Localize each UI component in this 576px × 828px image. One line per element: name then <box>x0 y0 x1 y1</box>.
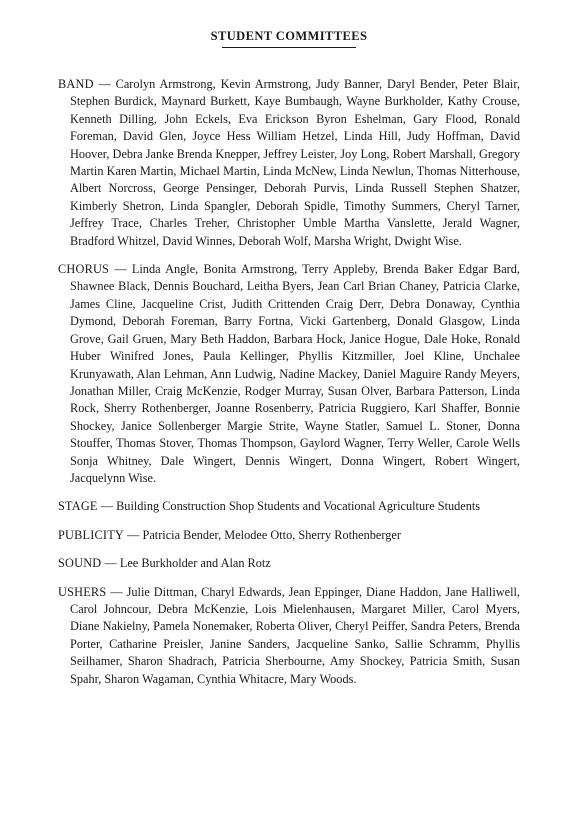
committee-ushers <box>58 584 520 688</box>
committee-dash: — <box>101 556 120 571</box>
committee-name: CHORUS <box>58 262 110 277</box>
committee-chorus <box>58 261 520 487</box>
committee-sound <box>58 555 520 572</box>
committee-members: Julie Dittman, Charyl Edwards, Jean Eppinger, Diane Haddon, Jane Halliwell, Carol Johncour, Debra McKenzie, Lois Mielenhausen, Margaret Miller, Carol Myers, Diane Nakielny, Pamela Nonemaker, Roberta Oliver, Cheryl Peiffer, Sandra Peters, Brenda Porter, Catharine Preisler, Janine Sanders, Jacqueline Sanko, Sallie Schramm, Phyllis Seilhamer, Sharon Shadrach, Patricia Sherbourne, Amy Shockey, Patricia Smith, Susan Spahr, Sharon Wagaman, Cynthia Whitacre, Mary Woods. <box>70 584 520 686</box>
committee-members: Lee Burkholder and Alan Rotz <box>119 556 271 571</box>
committee-name: USHERS <box>58 584 107 599</box>
committee-members: Linda Angle, Bonita Armstrong, Terry Appleby, Brenda Baker Edgar Bard, Shawnee Black, Dennis Bouchard, Leitha Byers, Jean Carl Brian Chaney, Patricia Clarke, James Cline, Jacqueline Crist, Judith Crittenden Craig Derr, Debra Donaway, Cynthia Dymond, Deborah Foreman, Barry Fortna, Vicki Gartenberg, Donald Glasgow, Linda Grove, Gail Gruen, Mary Beth Haddon, Barbara Hock, Janice Hogue, Dale Hoke, Ronald Huber Winifred Jones, Paula Kellinger, Phyllis Kitzmiller, Joel Kline, Unchalee Krunyawath, Alan Lehman, Ann Ludwig, Nadine Mackey, Daniel Maguire Randy Meyers, Jonathan Miller, Craig McKenzie, Rodger Murray, Susan Olver, Barbara Patterson, Linda Rock, Sherry Rothenberger, Joanne Rosenberry, Patricia Ruggiero, Karl Shaffer, Bonnie Shockey, Janice Sollenberger Margie Strite, Wayne Statler, Samuel L. Stoner, Donna Stouffer, Thomas Stover, Thomas Thompson, Gaylord Wagner, Terry Weller, Carole Wells Sonja Whitney, Dale Wingert, Dennis Wingert, Donna Wingert, Robert Wingert, Jacquelynn Wise. <box>70 262 520 485</box>
committee-name: BAND <box>58 77 94 91</box>
committee-name: STAGE <box>58 499 98 514</box>
committee-publicity <box>58 527 520 544</box>
committee-members: Patricia Bender, Melodee Otto, Sherry Rothenberger <box>142 527 401 542</box>
committee-dash: — <box>97 499 117 514</box>
page-title: STUDENT COMMITTEES <box>210 29 368 43</box>
committee-members: Building Construction Shop Students and Vocational Agriculture Students <box>116 499 481 514</box>
committee-band <box>58 76 520 250</box>
committee-stage <box>58 498 520 515</box>
committee-members: Carolyn Armstrong, Kevin Armstrong, Judy Banner, Daryl Bender, Peter Blair, Stephen Burdick, Maynard Burkett, Kaye Bumbaugh, Wayne Burkholder, Kathy Crouse, Kenneth Dilling, John Eckels, Eva Erickson Byron Eshelman, Gary Flood, Ronald Foreman, David Glen, Joyce Hess William Hetzel, Linda Hill, Judy Hoffman, David Hoover, Debra Janke Brenda Knepper, Jeffrey Leister, Joy Long, Robert Marshall, Gregory Martin Karen Martin, Michael Martin, Linda McNew, Linda Newlun, Thomas Nitterhouse, Albert Norcross, George Pensinger, Deborah Purvis, Linda Russell Stephen Shatzer, Kimberly Shetron, Linda Spangler, Deborah Spidle, Timothy Summers, Cheryl Tarner, Jeffrey Trace, Charles Treher, Christopher Umble Martha Vanslette, Jerald Wagner, Bradford Whitzel, David Winnes, Deborah Wolf, Marsha Wright, Dwight Wise. <box>70 77 520 248</box>
committee-dash: — <box>93 77 116 91</box>
title-underline <box>222 47 356 48</box>
committee-name: PUBLICITY <box>58 527 125 542</box>
committee-name: SOUND <box>58 556 102 571</box>
committee-dash: — <box>106 584 127 599</box>
committee-dash: — <box>124 527 143 542</box>
committee-dash: — <box>109 262 132 277</box>
